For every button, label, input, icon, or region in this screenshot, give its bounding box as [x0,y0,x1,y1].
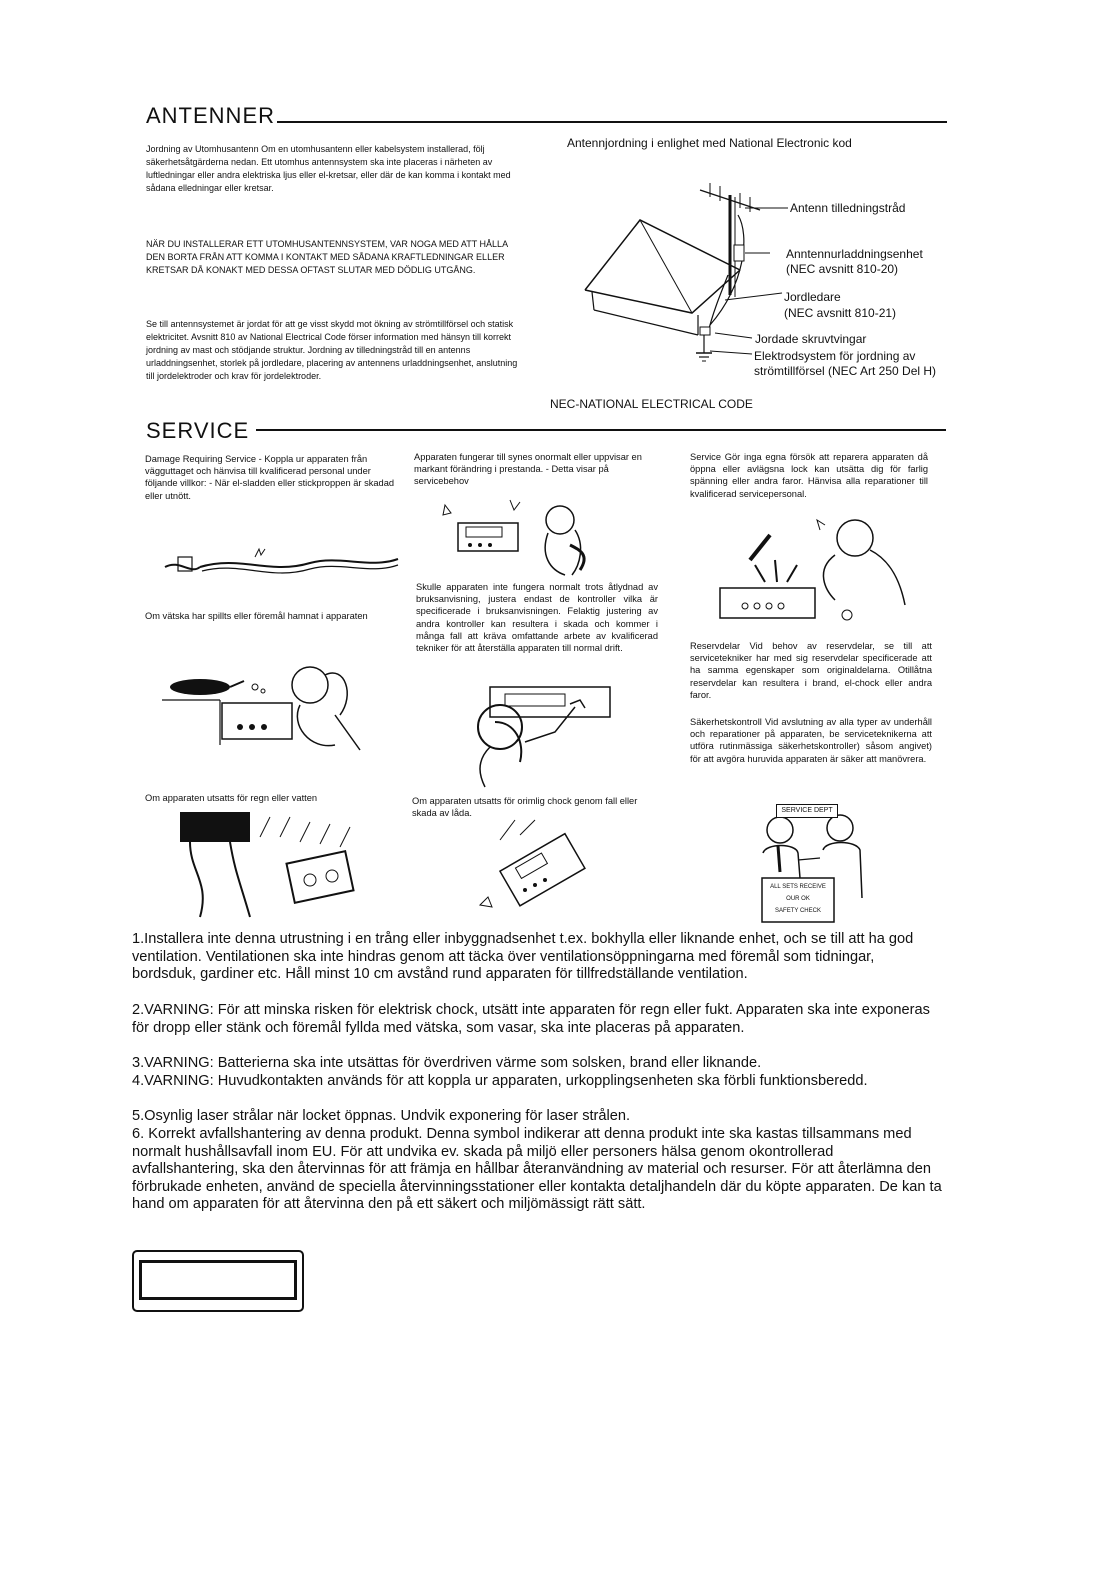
antenna-paragraph-3: Se till antennsystemet är jordat för att ge visst skydd mot ökning av strömtillförsel och statisk elektricitet. Avsnitt 810 av National Electrical Code förser information med hänsyn till korrekt jordning av mast och stödjande struktur. Jordning av tilledningstråd till en antenns urladdningsenhet, storlek på jordledare, placering av antennens urladdningsenhet, anslutning till jordelektroder och krav för jordelektroder. [146,319,518,381]
laser-label-box [132,1250,304,1312]
service-col3-text-2: Reservdelar Vid behov av reservdelar, se till att servicetekniker har med sig reservdelar specificerade att ha samma egenskaper som originaldelarna. Otillåtna reservdelar kan resultera i brand, el-chock eller andra faror. [690,641,932,700]
abnormal-operation-illustration [440,495,610,575]
adjust-controls-illustration [465,682,615,787]
label-discharge-unit: Anntennurladdningsenhet [786,247,923,261]
damaged-cord-illustration [160,545,400,585]
service-dept-illustration [748,798,870,922]
antenna-heading-rule [277,121,947,123]
antenna-grounding-diagram [580,175,780,375]
service-warning-illustration [715,510,915,625]
label-ground-conductor: Jordledare [784,290,841,304]
antenna-paragraph-2: NÄR DU INSTALLERAR ETT UTOMHUSANTENNSYSTEM, VAR NOGA MED ATT HÅLLA DEN BORTA FRÅN ATT KOMMA I KONTAKT MED SÅDANA KRAFTLEDNINGAR ELLER KRETSAR DÅ KONAKT MED DESSA OFTAST SLUTAR MED DÖDLIG UTGÅNG. [146,239,508,275]
service-col2-text-3: Om apparaten utsatts för orimlig chock genom fall eller skada av låda. [412,796,638,819]
nec-footer: NEC-NATIONAL ELECTRICAL CODE [550,397,753,411]
warning-2: 2.VARNING: För att minska risken för elektrisk chock, utsätt inte apparaten för regn eller fukt. Apparaten ska inte exponeras för dropp eller stänk och föremål fyllda med vätska, som vasar, ska inte placeras på apparaten. [132,1002,930,1036]
safety-check-sign-line-1: ALL SETS RECEIVE [770,884,826,890]
service-col2-text-1: Apparaten fungerar till synes onormalt eller uppvisar en markant förändring i prestanda. - Detta visar på servicebehov [414,452,642,487]
label-ground-conductor-nec: (NEC avsnitt 810-21) [784,306,897,320]
service-col3-text-3: Säkerhetskontroll Vid avslutning av alla typer av underhåll och reparationer på apparaten, be serviceteknikerna att utföra rutinmässiga säkerhetskontroller) såsom angivet) för att avgöra huruvida apparaten är säker att manövrera. [690,717,932,764]
label-discharge-unit-nec: (NEC avsnitt 810-20) [786,262,899,276]
service-dept-sign: SERVICE DEPT [776,804,838,818]
liquid-spill-illustration [160,655,390,755]
warning-1: 1.Installera inte denna utrustning i en trång eller inbyggnadsenhet t.ex. bokhylla eller liknande enhet, och se till att ha god ventilation. Ventilationen ska inte hindras genom att täcka över ventilationsöppningarna med föremål som tidningar, bordsduk, gardiner etc. Håll minst 10 cm avstånd rund apparaten för tillfredställande ventilation. [132,931,914,983]
warning-6: 6. Korrekt avfallshantering av denna produkt. Denna symbol indikerar att denna produkt inte ska kastas tillsammans med normalt hushållsavfall inom EU. För att undvika ev. skada på miljö eller personers hälsa genom okontrollerad avfallshantering, ska den återvinnas för att främja en hållbar återanvändning av material och resurser. För att återlämna den förbrukade enheten, använd de speciella återvinningsstationer eller kontakta detaljhandeln där du köpte apparaten. De kan ta hand om apparaten för att återvinna den på ett säkert och miljömässigt rätt sätt. [132,1126,942,1213]
antenna-diagram-title: Antennjordning i enlighet med National Electronic kod [567,136,852,150]
warning-4: 4.VARNING: Huvudkontakten används för att koppla ur apparaten, urkopplingsenheten ska förbli funktionsberedd. [132,1073,868,1089]
laser-label-inner [139,1260,297,1300]
label-lead-in-wire: Antenn tilledningstråd [790,201,906,215]
dropped-device-illustration [480,820,590,915]
safety-check-sign-line-3: SAFETY CHECK [775,908,821,914]
label-electrode-system-nec: strömtillförsel (NEC Art 250 Del H) [754,364,937,378]
service-col2-text-2: Skulle apparaten inte fungera normalt trots åtlydnad av bruksanvisning, justera endast de kontroller vilka är specificerade i bruksanvisningen. Felaktig justering av andra kontroller kan resultera i skada och kommer i många fall att kräva omfattande arbete av kvalificerad tekniker för att återställa apparaten till normal drift. [416,582,658,654]
label-electrode-system: Elektrodsystem för jordning av [754,349,916,363]
service-col1-text-1: Damage Requiring Service - Koppla ur apparaten från vägguttaget och hänvisa till kvalificerad personal under följande villkor: - När el-sladden eller stickproppen är skadad eller utnött. [145,454,395,501]
antenna-heading: ANTENNER [146,103,276,128]
rain-exposure-illustration [180,812,380,917]
warning-3: 3.VARNING: Batterierna ska inte utsättas för överdriven värme som solsken, brand eller liknande. [132,1055,762,1071]
service-heading-rule [256,429,946,431]
service-col3-text-1: Service Gör inga egna försök att reparera apparaten då öppna eller avlägsna lock kan utsätta dig för farlig spänning eller andra faror. Hänvisa alla reparationer till kvalificerad servicepersonal. [690,452,928,499]
service-col1-text-3: Om apparaten utsatts för regn eller vatten [145,793,318,803]
warning-5: 5.Osynlig laser strålar när locket öppnas. Undvik exponering för laser strålen. [132,1108,631,1124]
service-heading: SERVICE [146,418,250,443]
antenna-paragraph-1: Jordning av Utomhusantenn Om en utomhusantenn eller kabelsystem installerad, följ säkerhetsåtgärderna nedan. Ett utomhus antennsystem ska inte placeras i närheten av luftledningar eller andra elektriska ljus eller el-kretsar, eller där de kan komma i kontakt med sådana elledningar eller kretsar. [146,144,511,193]
label-ground-clamps: Jordade skruvtvingar [755,332,867,346]
service-col1-text-2: Om vätska har spillts eller föremål hamnat i apparaten [145,611,368,621]
safety-check-sign-line-2: OUR OK [786,896,810,902]
